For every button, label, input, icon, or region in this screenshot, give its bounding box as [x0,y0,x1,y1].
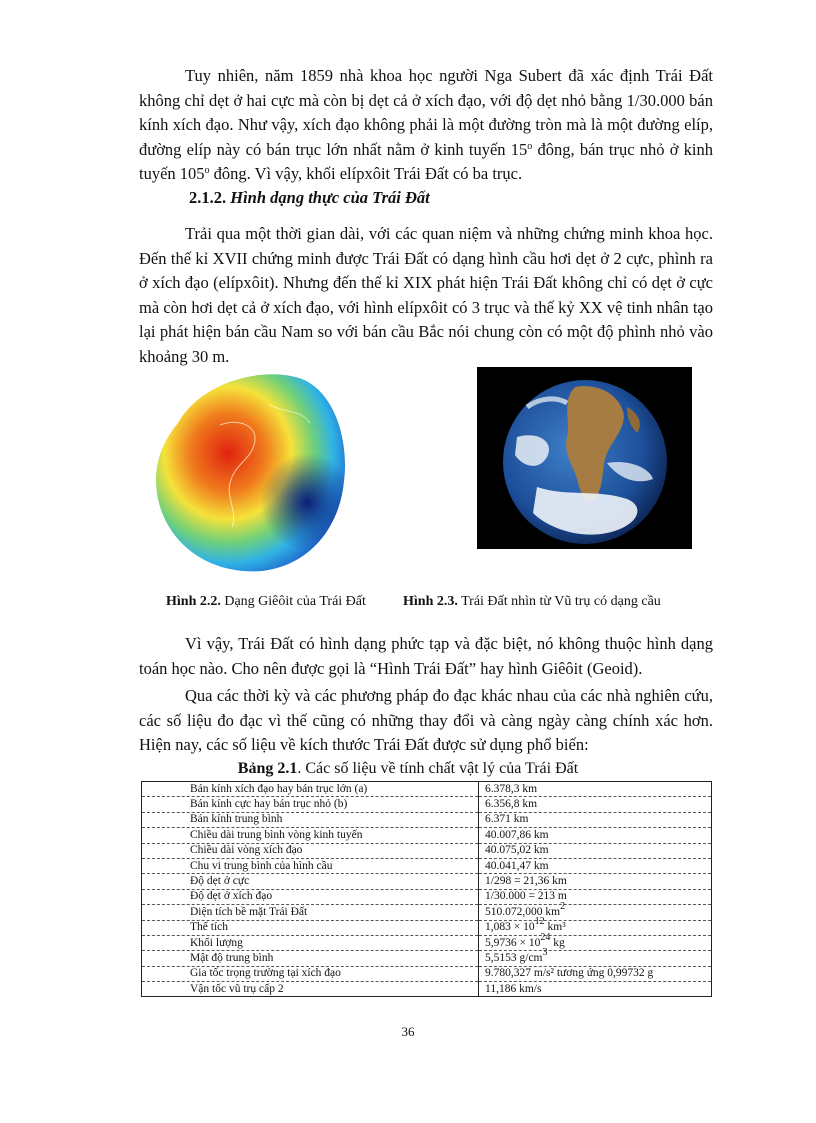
property-name: Chiều dài vòng xích đạo [142,843,479,858]
property-name: Thể tích [142,920,479,935]
geoid-figure [150,365,350,575]
property-value [479,966,712,981]
table-row [142,920,712,935]
page-number: 36 [401,1024,415,1039]
property-value [479,828,712,843]
table-row [142,812,712,827]
value-text: 40.075,02 km [485,844,549,857]
property-name: Vận tốc vũ trụ cấp 2 [142,982,479,997]
property-value [479,874,712,889]
table-label: Bảng 2.1 [237,760,298,777]
paragraph-text: Tuy nhiên, năm 1859 nhà khoa học người Nga Subert đã xác định Trái Đất không chỉ dẹt ở hai cực mà còn bị dẹt cả ở xích đạo, với độ dẹt nhỏ bằng 1/30.000 bán kính xích đạo. Như vậy, xích đạo không phải là một đường tròn mà là một đường elíp, đường elíp này có bán trục lớn nhất nằm ở kinh tuyến 15 [139,66,713,159]
property-name: Độ dẹt ở cực [142,874,479,889]
property-name: Chu vi trung bình của hình cầu [142,858,479,873]
degree-mark: o [204,165,210,176]
value-unit: km³ [544,921,566,934]
property-value [479,931,712,950]
geoid-image [150,365,350,575]
property-value [479,797,712,812]
section-title: Hình dạng thực của Trái Đất [230,188,430,207]
property-value [479,889,712,904]
table-row [142,905,712,920]
property-name: Bán kính trung bình [142,812,479,827]
table-row [142,858,712,873]
property-name: Bán kính cực hay bán trục nhỏ (b) [142,797,479,812]
table-row [142,982,712,997]
caption-label: Hình 2.2. [166,594,221,609]
property-value [479,982,712,997]
property-name: Khối lượng [142,935,479,950]
paragraph-subert [139,64,713,187]
value-unit: kg [550,936,565,949]
property-value [479,900,712,920]
table-title-text: . Các số liệu về tính chất vật lý của Trái Đất [297,760,579,777]
paragraph-history: Trải qua một thời gian dài, với các quan niệm và những chứng minh khoa học. Đến thế kỉ XVII chứng minh được Trái Đất có dạng hình cầu hơi dẹt ở 2 cực, phình ra ở xích đạo (elípxôit). Nhưng đến thế kỉ XIX phát hiện Trái Đất không chỉ có dẹt ở cực mà còn hơi dẹt cả ở xích đạo, với hình elípxôit có 3 trục và thế kỷ XX vệ tinh nhân tạo lại phát hiện bán cầu Nam so với bán cầu Bắc nói chung còn có một độ phình nhỏ vào khoảng 30 m. [139,224,713,366]
paragraph-geoid: Vì vậy, Trái Đất có hình dạng phức tạp và đặc biệt, nó không thuộc hình dạng toán học nào. Cho nên được gọi là “Hình Trái Đất” hay hình Giêôit (Geoid). [139,634,713,678]
value-exponent: 3 [542,946,548,958]
value-text: 6.356,8 km [485,798,538,811]
table-caption [0,760,816,778]
table-row [142,951,712,966]
property-name: Gia tốc trọng trường tại xích đạo [142,966,479,981]
figure-caption-earth [403,594,661,610]
degree-mark: o [527,140,533,152]
paragraph-text: đông. Vì vậy, khối elípxôit Trái Đất có ba trục. [209,164,523,183]
value-text: 1/298 = 21,36 km [485,875,567,888]
property-value [479,782,712,797]
caption-text: Trái Đất nhìn từ Vũ trụ có dạng cầu [457,594,661,609]
value-text: 1,083 × 10 [485,921,535,934]
paragraph-text: đông, bán trục nhỏ ở kinh tuyến 105 [139,139,713,183]
property-value [479,916,712,935]
table-row [142,797,712,812]
property-name: Mật độ trung bình [142,951,479,966]
property-value [479,843,712,858]
value-exponent: 2 [560,900,566,912]
property-value [479,946,712,966]
section-number: 2.1.2. [189,188,227,207]
property-value [479,812,712,827]
value-text: 11,186 km/s [485,982,542,995]
value-text: 6.371 km [485,813,529,826]
table-row [142,874,712,889]
value-exponent: 12 [534,916,545,928]
value-text: 40.007,86 km [485,828,549,841]
paragraph-measurements: Qua các thời kỳ và các phương pháp đo đạc khác nhau của các nhà nghiên cứu, các số liệu đo đạc vì thế cũng có những thay đổi và càng ngày càng chính xác hơn. Hiện nay, các số liệu về kích thước Trái Đất được sử dụng phổ biến: [139,686,713,754]
value-text: 5,9736 × 10 [485,936,541,949]
value-text: 5,5153 g/cm [485,951,543,964]
table-row [142,828,712,843]
section-heading [189,188,430,208]
value-text: 9.780,327 m/s² tương ứng 0,99732 g [485,967,654,980]
value-text: 6.378,3 km [485,782,538,795]
property-name: Chiều dài trung bình vòng kinh tuyến [142,828,479,843]
property-value [479,858,712,873]
earth-properties-table [141,781,712,997]
table-row [142,935,712,950]
property-name: Bán kính xích đạo hay bán trục lớn (a) [142,782,479,797]
caption-text: Dạng Giêôit của Trái Đất [220,594,366,609]
value-text: 40.041,47 km [485,859,549,872]
earth-image [477,367,692,549]
property-name: Độ dẹt ở xích đạo [142,889,479,904]
table-row [142,889,712,904]
earth-figure [477,367,692,549]
property-name: Diện tích bề mặt Trái Đất [142,905,479,920]
table-row [142,843,712,858]
table-row [142,782,712,797]
figure-caption-geoid [166,594,366,610]
value-exponent: 24 [540,931,551,943]
value-text: 510.072,000 km [485,905,561,918]
table-row [142,966,712,981]
caption-label: Hình 2.3. [403,594,458,609]
value-text: 1/30.000 = 213 m [485,890,567,903]
